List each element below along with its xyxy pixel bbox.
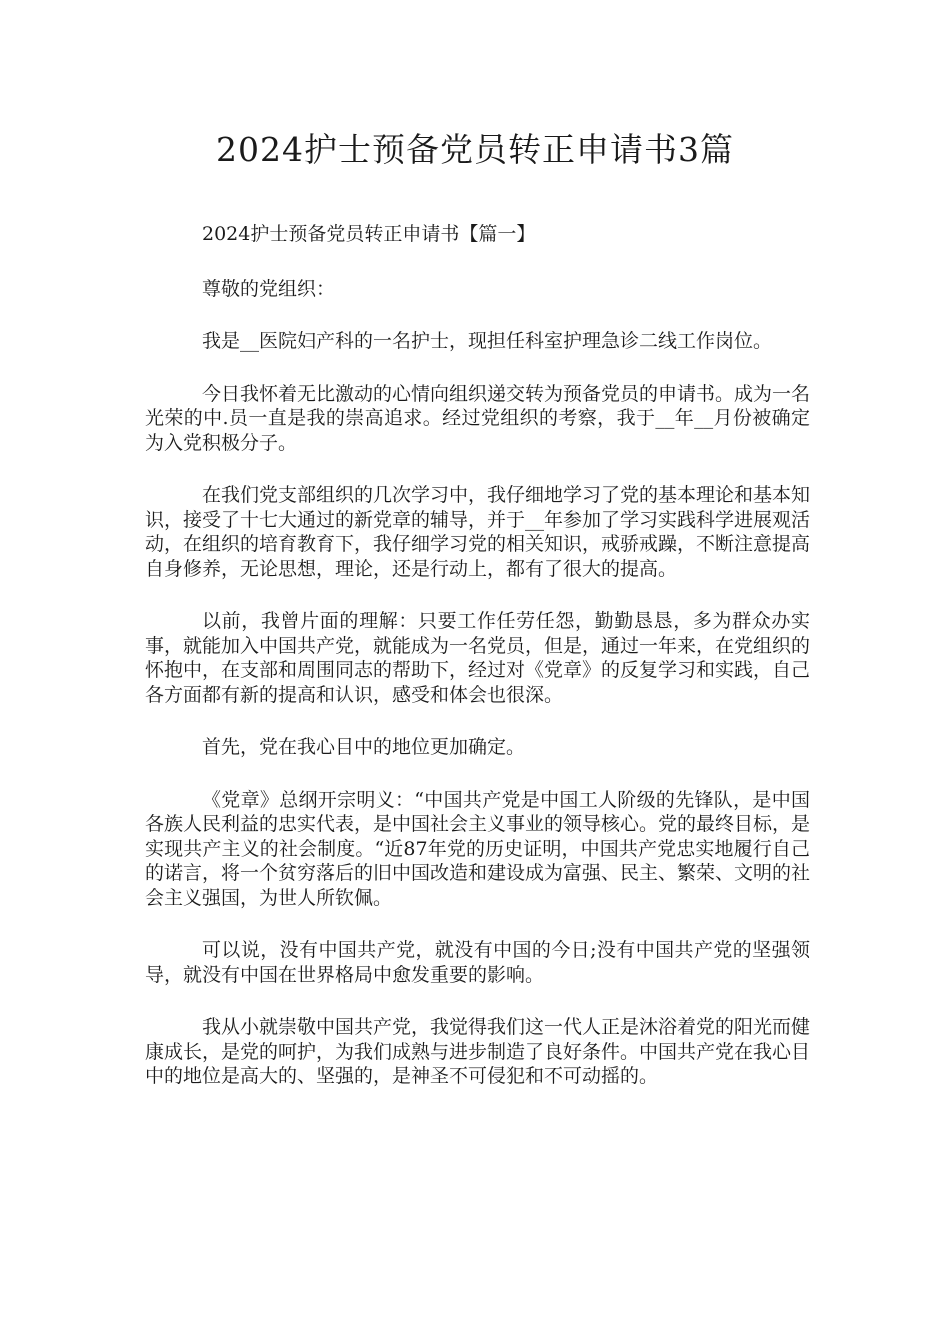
paragraph-application: 今日我怀着无比激动的心情向组织递交转为预备党员的申请书。成为一名光荣的中.员一直是我的崇高追求。经过党组织的考察，我于__年__月份被确定为入党积极分子。 xyxy=(145,382,811,454)
document-body xyxy=(145,222,810,1117)
paragraph-study: 在我们党支部组织的几次学习中，我仔细地学习了党的基本理论和基本知识，接受了十七大通过的新党章的辅导，并于__年参加了学习实践科学进展观活动，在组织的培育教育下，我仔细学习党的相关知识，戒骄戒躁，不断注意提高自身修养，无论思想，理论，还是行动上，都有了很大的提高。 xyxy=(145,484,811,580)
paragraph-leadership: 可以说，没有中国共产党，就没有中国的今日;没有中国共产党的坚强领导，就没有中国在世界格局中愈发重要的影响。 xyxy=(145,939,810,986)
paragraph-intro: 我是__医院妇产科的一名护士，现担任科室护理急诊二线工作岗位。 xyxy=(202,330,773,352)
paragraph-understanding: 以前，我曾片面的理解：只要工作任劳任怨，勤勤恳恳，多为群众办实事，就能加入中国共产党，就能成为一名党员，但是，通过一年来，在党组织的怀抱中，在支部和周围同志的帮助下，经过对《党章》的反复学习和实践，自己各方面都有新的提高和认识，感受和体会也很深。 xyxy=(145,610,811,706)
section-heading: 2024护士预备党员转正申请书【篇一】 xyxy=(202,223,536,245)
paragraph-admiration: 我从小就崇敬中国共产党，我觉得我们这一代人正是沐浴着党的阳光而健康成长，是党的呵护，为我们成熟与进步制造了良好条件。中国共产党在我心目中的地位是高大的、坚强的，是神圣不可侵犯和不可动摇的。 xyxy=(145,1016,811,1087)
document-title: 2024护士预备党员转正申请书3篇 xyxy=(216,130,734,169)
paragraph-first-point: 首先，党在我心目中的地位更加确定。 xyxy=(202,736,526,758)
salutation: 尊敬的党组织： xyxy=(202,277,336,300)
paragraph-party-constitution: 《党章》总纲开宗明义：“中国共产党是中国工人阶级的先锋队，是中国各族人民利益的忠实代表，是中国社会主义事业的领导核心。党的最终目标，是实现共产主义的社会制度。“近87年党的历史证明，中国共产党忠实地履行自己的诺言，将一个贫穷落后的旧中国改造和建设成为富强、民主、繁荣、文明的社会主义强国，为世人所钦佩。 xyxy=(145,788,811,909)
